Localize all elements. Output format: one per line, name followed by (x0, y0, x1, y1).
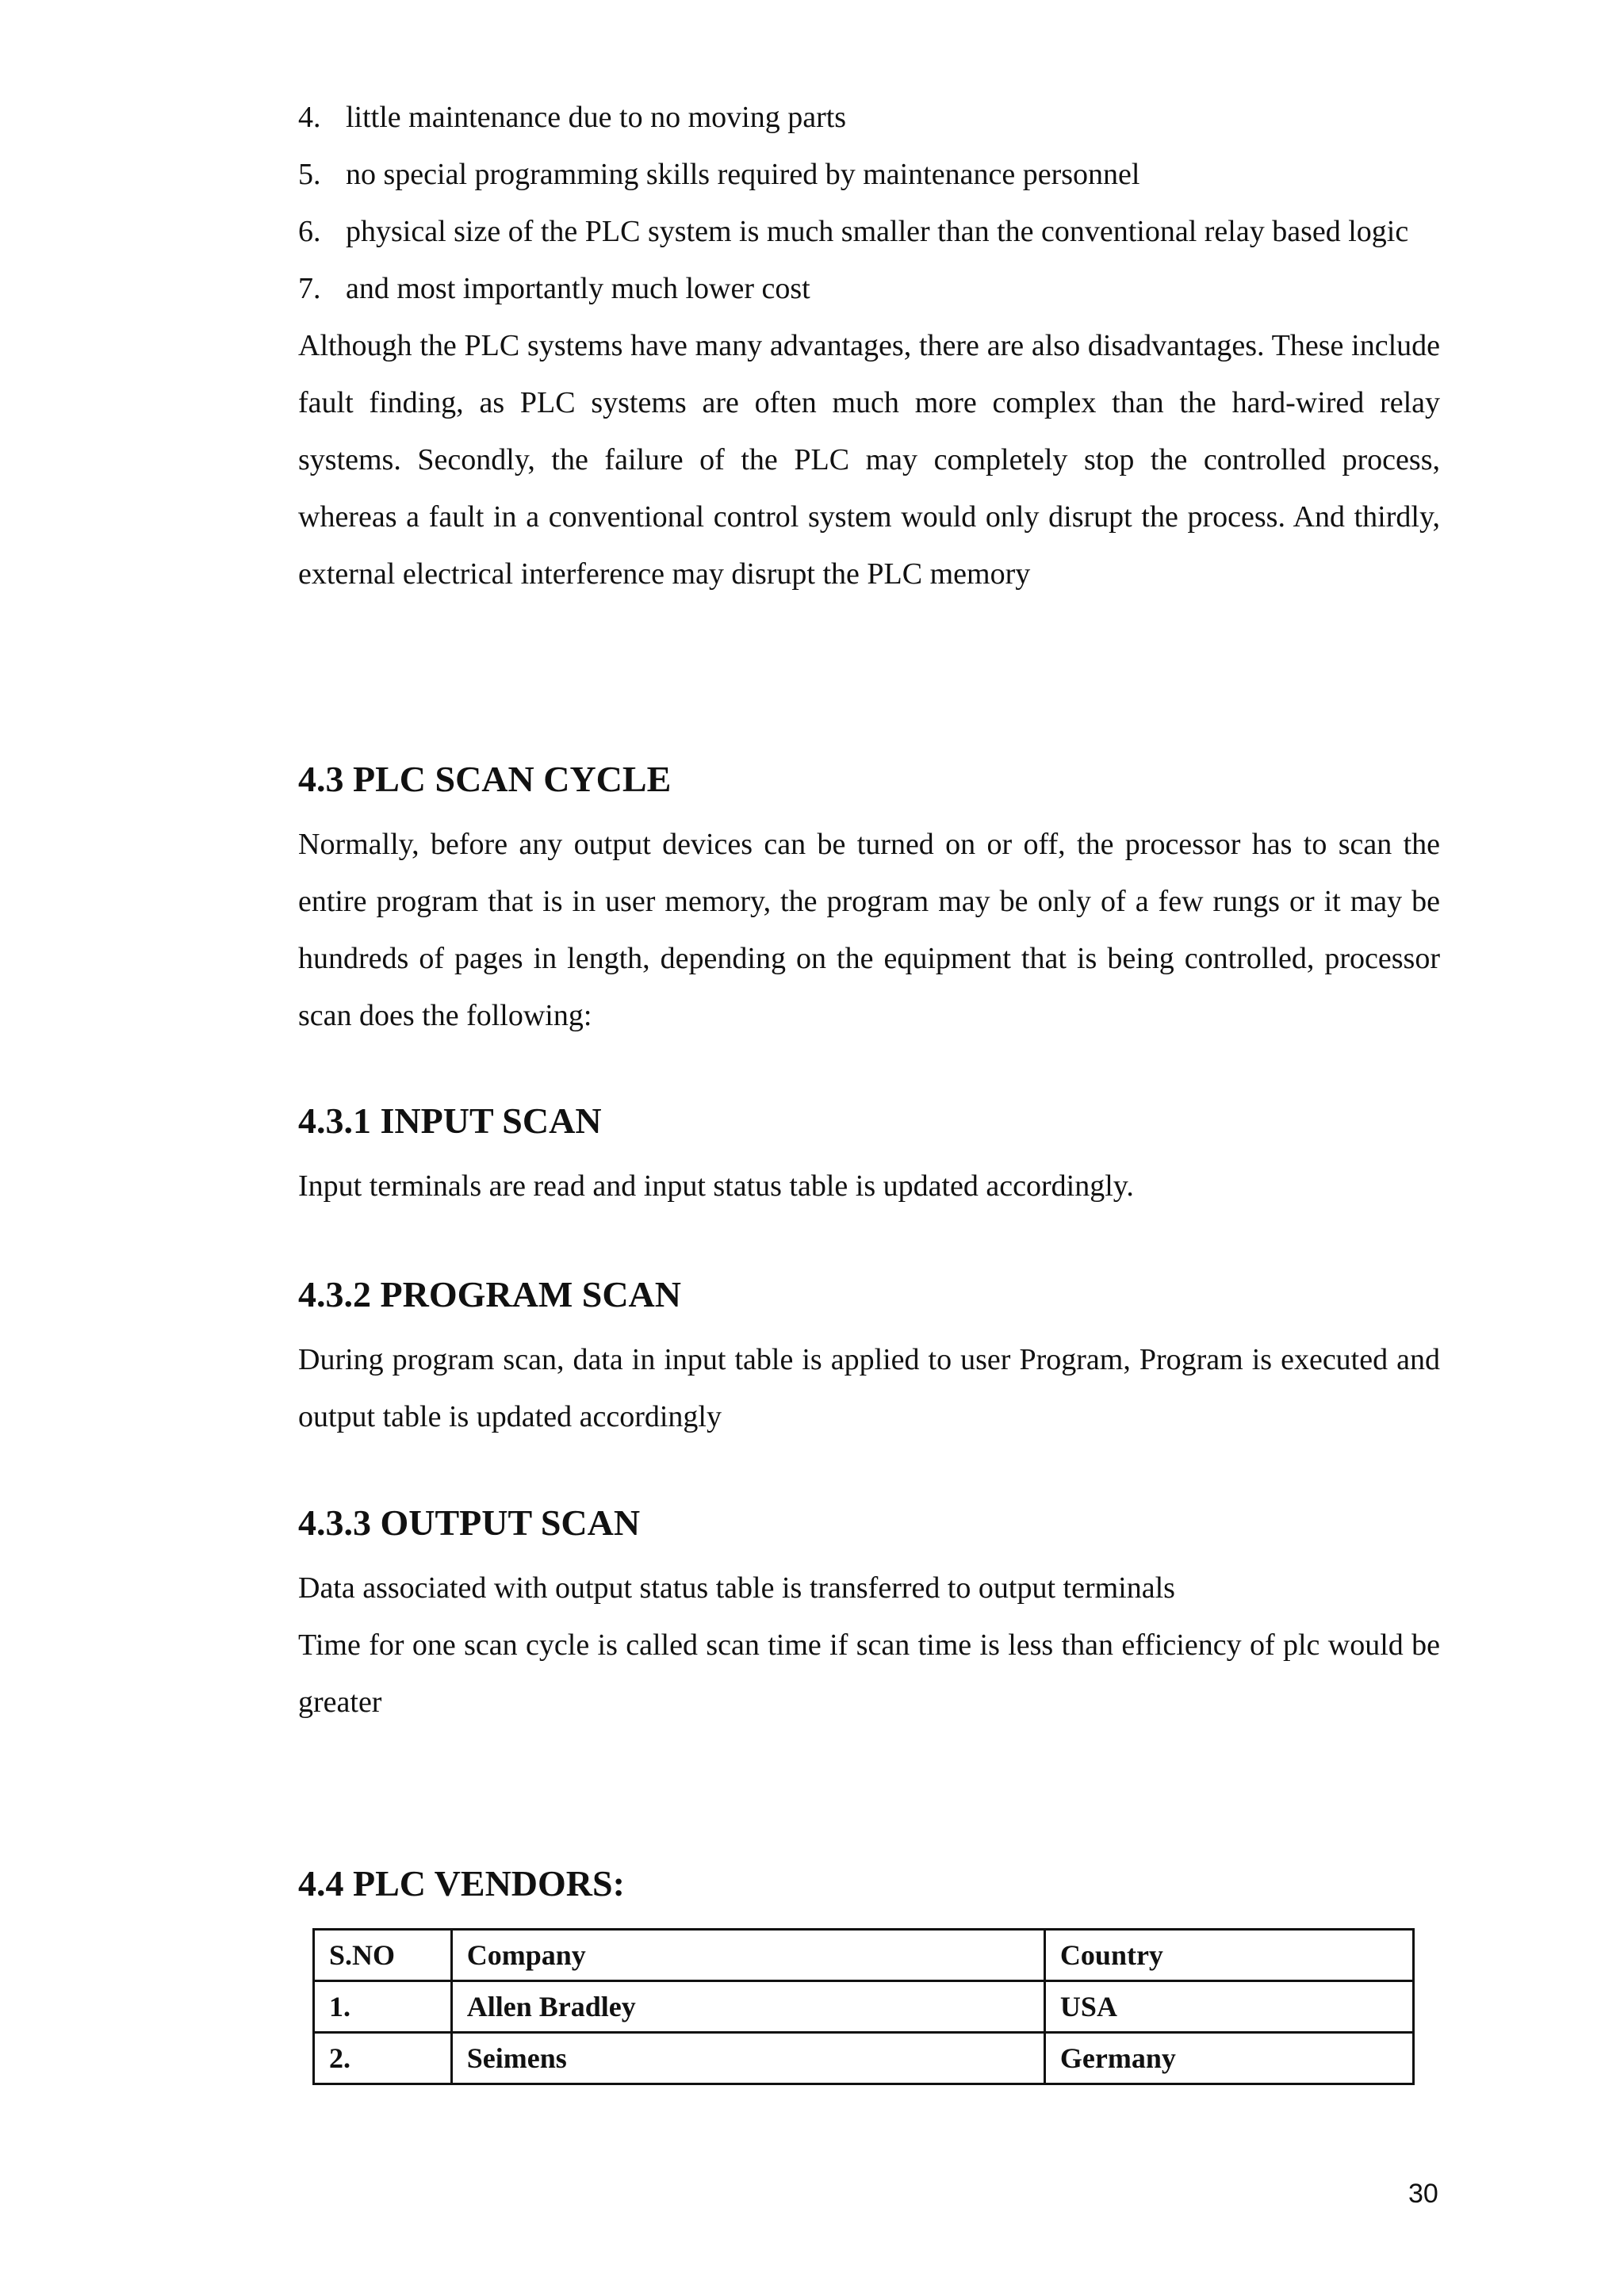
section-heading: 4.3.3 OUTPUT SCAN (298, 1502, 641, 1543)
list-item-text: physical size of the PLC system is much smaller than the conventional relay based logic (346, 215, 1409, 248)
list-item-number: 6. (298, 215, 321, 248)
table-header-cell: Country (1044, 1930, 1413, 1981)
list-item-number: 7. (298, 272, 321, 305)
section-4-3 (298, 757, 1440, 1044)
section-paragraph: During program scan, data in input table is applied to user Program, Program is executed and output table is updated accordingly (298, 1343, 1440, 1433)
list-item (298, 203, 1440, 260)
list-item-number: 5. (298, 158, 321, 191)
table-cell: Allen Bradley (451, 1981, 1044, 2033)
list-item-number: 4. (298, 101, 321, 134)
section-heading: 4.3 PLC SCAN CYCLE (298, 759, 672, 799)
list-item (298, 89, 1440, 146)
section-heading: 4.3.2 PROGRAM SCAN (298, 1274, 681, 1314)
table-cell: Seimens (451, 2033, 1044, 2084)
vendors-table (312, 1928, 1415, 2085)
table-header-cell: Company (451, 1930, 1044, 1981)
table-header-row (314, 1930, 1414, 1981)
section-paragraph: Input terminals are read and input status table is updated accordingly. (298, 1169, 1134, 1203)
section-4-4 (298, 1862, 1440, 1906)
page-number: 30 (1408, 2179, 1438, 2209)
list-item-text: and most importantly much lower cost (346, 272, 810, 305)
table-row (314, 2033, 1414, 2084)
table-cell: Germany (1044, 2033, 1413, 2084)
section-4-3-1 (298, 1099, 1440, 1215)
section-heading: 4.4 PLC VENDORS: (298, 1863, 625, 1904)
disadvantages-paragraph: Although the PLC systems have many advantages, there are also disadvantages. These include fault finding, as PLC systems are often much more complex than the hard-wired relay systems. Secondly, the failure of the PLC may completely stop the controlled process, whereas a fault in a conventional control system would only disrupt the process. And thirdly, external electrical interference may disrupt the PLC memory (298, 329, 1440, 591)
list-item (298, 146, 1440, 203)
list-item-text: no special programming skills required by maintenance personnel (346, 158, 1140, 191)
table-cell: 1. (314, 1981, 452, 2033)
table-row (314, 1981, 1414, 2033)
table-cell: USA (1044, 1981, 1413, 2033)
advantages-list (298, 89, 1440, 603)
list-item (298, 260, 1440, 317)
list-item-text: little maintenance due to no moving parts (346, 101, 847, 134)
section-paragraph: Normally, before any output devices can be turned on or off, the processor has to scan the entire program that is in user memory, the program may be only of a few rungs or it may be hundreds of pages in length, depending on the equipment that is being controlled, processor scan does the following: (298, 828, 1440, 1032)
table-cell: 2. (314, 2033, 452, 2084)
section-heading: 4.3.1 INPUT SCAN (298, 1100, 602, 1141)
table-header-cell: S.NO (314, 1930, 452, 1981)
section-4-3-2 (298, 1272, 1440, 1445)
section-paragraph: Time for one scan cycle is called scan time if scan time is less than efficiency of plc would be greater (298, 1628, 1440, 1719)
section-line: Data associated with output status table is transferred to output terminals (298, 1571, 1175, 1605)
section-4-3-3 (298, 1501, 1440, 1731)
